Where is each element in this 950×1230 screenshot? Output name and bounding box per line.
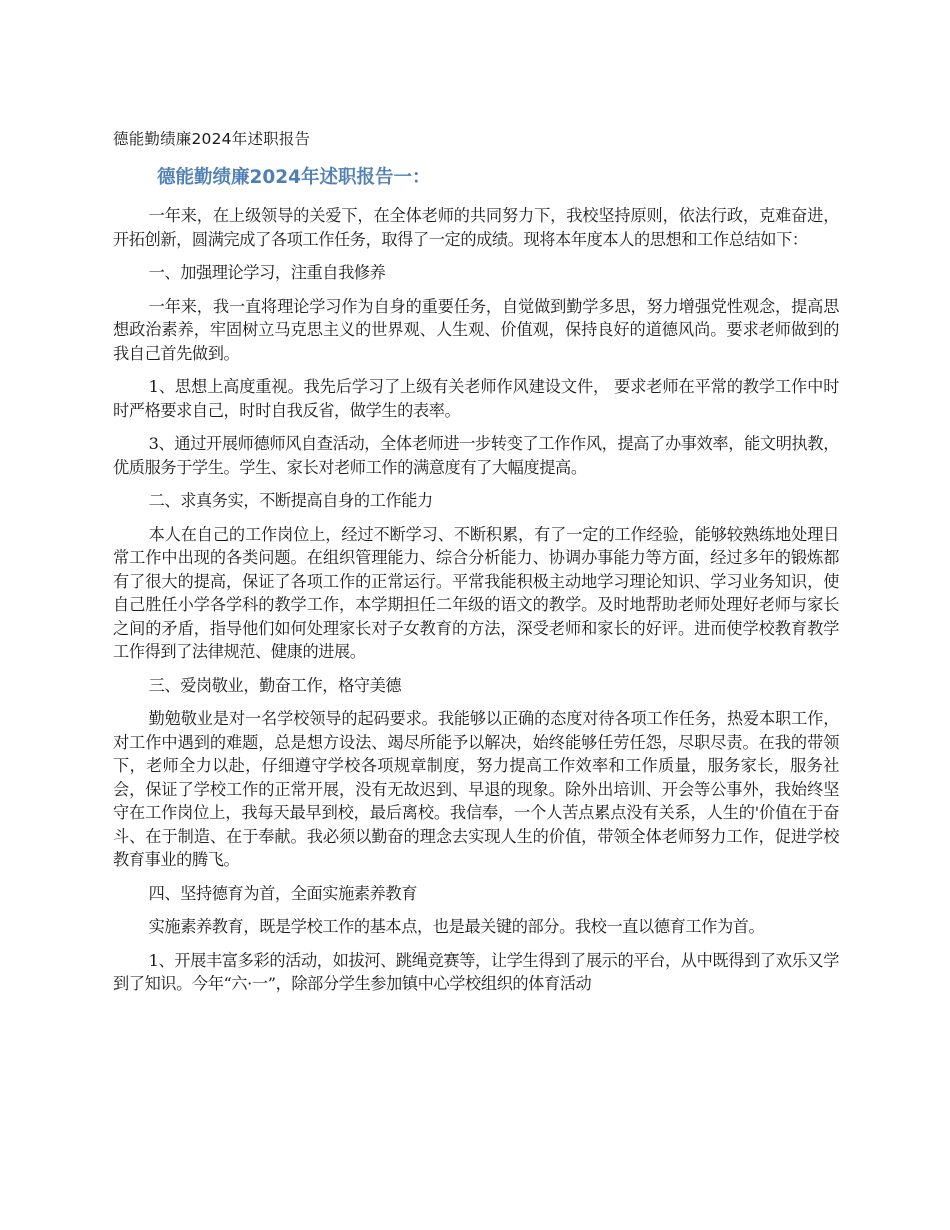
subheading-moral-education: 四、坚持德育为首，全面实施素养教育 — [148, 883, 418, 903]
paragraph-activities: 1、开展丰富多彩的活动，如拔河、跳绳竞赛等，让学生得到了展示的平台，从中既得到了欢乐又学到了知识。今年“六·一”，除部分学生参加镇中心学校组织的体育活动 — [113, 950, 839, 993]
document-title: 德能勤绩廉2024年述职报告 — [113, 130, 311, 148]
paragraph-dedication: 勤勉敬业是对一名学校领导的起码要求。我能够以正确的态度对待各项工作任务，热爱本职工作，对工作中遇到的难题，总是想方设法、竭尽所能予以解决，始终能够任劳任怨，尽职尽责。在我的带领下，老师全力以赴，仔细遵守学校各项规章制度，努力提高工作效率和工作质量，服务家长，服务社会，保证了学校工作的正常开展，没有无故迟到、早退的现象。除外出培训、开会等公事外，我始终坚守在工作岗位上，我每天最早到校，最后离校。我信奉，一个人苦点累点没有关系，人生的'价值在于奋斗、在于制造、在于奉献。我必须以勤奋的理念去实现人生的价值，带领全体老师努力工作，促进学校教育事业的腾飞。 — [113, 709, 839, 869]
paragraph-work-ability: 本人在自己的工作岗位上，经过不断学习、不断积累，有了一定的工作经验，能够较熟练地处理日常工作中出现的各类问题。在组织管理能力、综合分析能力、协调办事能力等方面，经过多年的锻炼都有了很大的提高，保证了各项工作的正常运行。平常我能积极主动地学习理论知识、学习业务知识，使自己胜任小学各学科的教学工作，本学期担任二年级的语文的教学。及时地帮助老师处理好老师与家长之间的矛盾，指导他们如何处理家长对子女教育的方法，深受老师和家长的好评。进而使学校教育教学工作得到了法律规范、健康的进展。 — [113, 524, 839, 661]
paragraph-item-1: 1、思想上高度重视。我先后学习了上级有关老师作风建设文件， 要求老师在平常的教学工作中时时严格要求自己，时时自我反省，做学生的表率。 — [113, 377, 839, 420]
document-body — [113, 204, 839, 1006]
subheading-work-ability: 二、求真务实，不断提高自身的工作能力 — [148, 491, 433, 510]
paragraph-theory-study: 一年来，我一直将理论学习作为自身的重要任务，自觉做到勤学多思，努力增强党性观念，提高思想政治素养，牢固树立马克思主义的世界观、人生观、价值观，保持良好的道德风尚。要求老师做到的我自己首先做到。 — [113, 296, 839, 363]
paragraph-intro: 一年来，在上级领导的关爱下，在全体老师的共同努力下，我校坚持原则，依法行政，克难奋进，开拓创新，圆满完成了各项工作任务，取得了一定的成绩。现将本年度本人的思想和工作总结如下： — [113, 206, 839, 249]
subheading-theory-study: 一、加强理论学习，注重自我修养 — [148, 263, 386, 282]
subheading-dedication: 三、爱岗敬业，勤奋工作，格守美德 — [148, 675, 402, 695]
section-heading: 德能勤绩廉2024年述职报告一： — [157, 167, 431, 188]
paragraph-moral-education: 实施素养教育，既是学校工作的基本点，也是最关键的部分。我校一直以德育工作为首。 — [148, 917, 765, 936]
paragraph-item-3: 3、通过开展师德师风自查活动，全体老师进一步转变了工作作风，提高了办事效率，能文明执教，优质服务于学生。学生、家长对老师工作的满意度有了大幅度提高。 — [113, 434, 839, 477]
